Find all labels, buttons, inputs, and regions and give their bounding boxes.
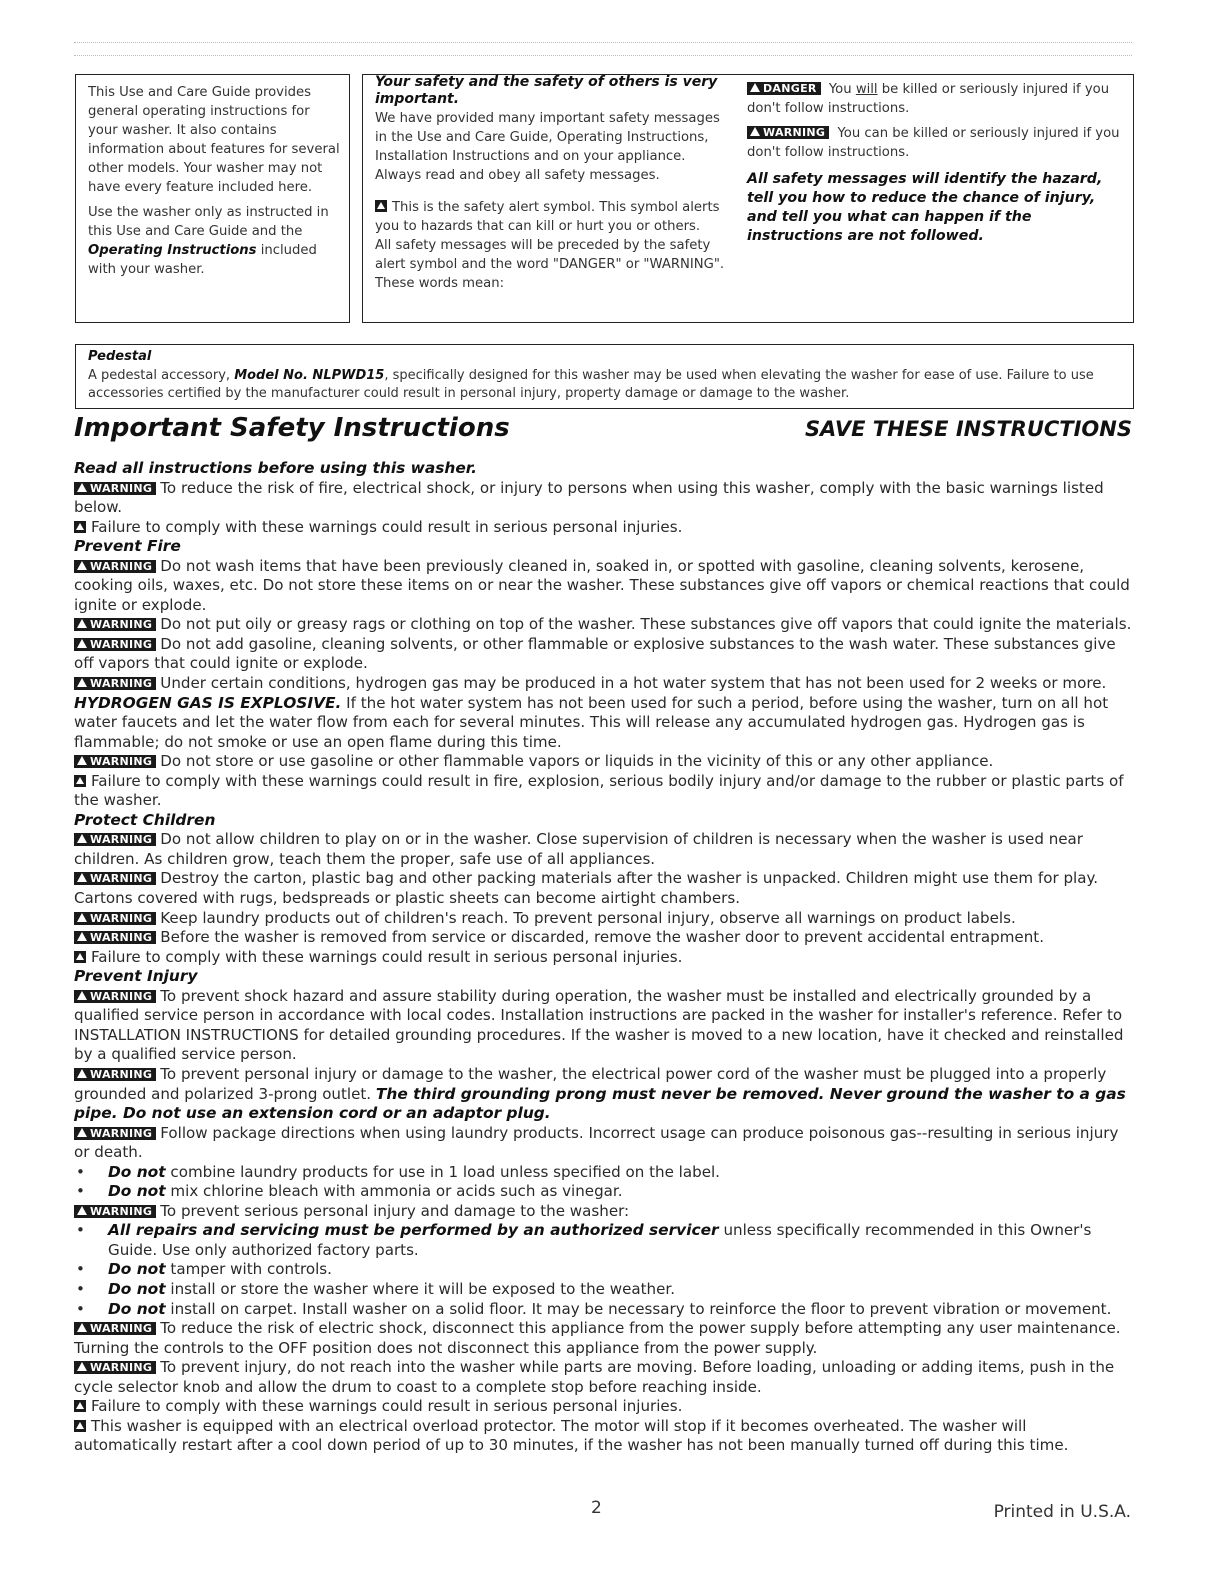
safety-alert-icon	[375, 200, 387, 212]
intro-paragraph: This Use and Care Guide provides general operating instructions for your washer. It also contains information about features for several other models. Your washer may not have every feature included here.	[88, 85, 340, 195]
warning-icon: WARNING	[74, 1068, 156, 1081]
bullet-item: • Do not combine laundry products for use in 1 load unless specified on the label.	[76, 1162, 720, 1181]
intro-usage-paragraph: Use the washer only as instructed in this Use and Care Guide and the Operating Instructions included with your washer.	[88, 205, 329, 277]
warning-item: WARNING Do not add gasoline, cleaning solvents, or other flammable or explosive substances to the wash water. These substances give off vapors that could ignite or explode.	[74, 634, 1116, 673]
safety-alert-icon	[74, 951, 86, 963]
pedestal-heading: Pedestal	[88, 349, 152, 364]
bullet-icon: •	[76, 1260, 85, 1279]
overload-item: This washer is equipped with an electrical overload protector. The motor will stop if it becomes overheated. The washer will automatically restart after a cool down period of up to 30 minutes, if the washer has not been manually turned off during this time.	[74, 1416, 1069, 1455]
warning-icon: WARNING	[74, 1361, 156, 1374]
printed-in: Printed in U.S.A.	[993, 1502, 1131, 1522]
signal-words-paragraph: All safety messages will be preceded by the safety alert symbol and the word "DANGER" or "WARNING". These words mean:	[375, 238, 725, 291]
bullet-item: • Do not tamper with controls.	[76, 1260, 332, 1279]
danger-definition: DANGER You will be killed or seriously injured if you don't follow instructions.	[747, 82, 1110, 116]
bullet-icon: •	[76, 1162, 85, 1181]
warning-icon: WARNING	[74, 912, 156, 925]
intro-box	[75, 74, 350, 323]
warning-item: WARNING To reduce the risk of electric shock, disconnect this appliance from the power supply before attempting any user maintenance. Turning the controls to the OFF position does not disconnect this appliance from the power supply.	[74, 1319, 1121, 1357]
safety-instructions	[74, 459, 1134, 1456]
section-heading: Prevent Injury	[74, 967, 198, 986]
pedestal-model: Model No. NLPWD15	[234, 367, 385, 383]
warning-item: WARNING To reduce the risk of fire, electrical shock, or injury to persons when using this washer, comply with the basic warnings listed below.	[74, 478, 1104, 517]
warning-icon: WARNING	[74, 755, 156, 768]
warning-item: WARNING Destroy the carton, plastic bag and other packing materials after the washer is unpacked. Children might use them for play. Cartons covered with rugs, bedspreads or plastic sheets can become airtight chambers.	[74, 869, 1099, 908]
bullet-icon: •	[76, 1279, 85, 1298]
warning-item: WARNING To prevent shock hazard and assure stability during operation, the washer must be installed and electrically grounded by a qualified service person in accordance with local codes. Installation instructions are packed in the washer for installer's reference. Refer to INSTALLATION INSTRUCTIONS for detailed grounding procedures. If the washer is moved to a new location, have it checked and reinstalled by a qualified service person.	[74, 986, 1124, 1064]
signal-column	[747, 80, 1127, 246]
pedestal-box	[75, 344, 1134, 409]
warning-item: WARNING Keep laundry products out of children's reach. To prevent personal injury, observe all warnings on product labels.	[74, 909, 1134, 929]
section-heading: Protect Children	[74, 810, 216, 829]
safety-alert-icon	[74, 1420, 86, 1432]
signal-summary: All safety messages will identify the hazard, tell you how to reduce the chance of injury, and tell you what can happen if the instructions are not followed.	[747, 171, 1103, 244]
header-band	[74, 42, 1132, 56]
bullet-item: • All repairs and servicing must be performed by an authorized servicer unless specifically recommended in this Owner's Guide. Use only authorized factory parts.	[76, 1221, 1092, 1259]
warning-item: WARNING Do not allow children to play on or in the washer. Close supervision of children is necessary when the washer is used near children. As children grow, teach them the proper, safe use of all appliances.	[74, 830, 1084, 868]
read-all-heading: Read all instructions before using this washer.	[74, 459, 478, 477]
warning-icon: WARNING	[74, 618, 156, 631]
warning-item: WARNING Do not put oily or greasy rags or clothing on top of the washer. These substances give off vapors that could ignite the materials.	[74, 615, 1134, 635]
warning-icon: WARNING	[74, 677, 156, 690]
save-instructions-heading: SAVE THESE INSTRUCTIONS	[804, 417, 1132, 441]
safety-alert-icon	[74, 521, 86, 533]
warning-icon: WARNING	[74, 833, 156, 846]
bullet-icon: •	[76, 1221, 85, 1240]
failure-item: Failure to comply with these warnings could result in fire, explosion, serious bodily injury and/or damage to the rubber or plastic parts of the washer.	[74, 771, 1124, 810]
warning-item: WARNING To prevent injury, do not reach into the washer while parts are moving. Before loading, unloading or adding items, push in the cycle selector knob and allow the drum to coast to a complete stop before reaching inside.	[74, 1358, 1115, 1396]
failure-item: Failure to comply with these warnings could result in serious personal injuries.	[74, 948, 1134, 968]
warning-item: WARNING To prevent serious personal injury and damage to the washer:	[74, 1202, 1134, 1222]
bullet-item: • Do not install on carpet. Install washer on a solid floor. It may be necessary to reinforce the floor to prevent vibration or movement.	[76, 1299, 1112, 1318]
warning-icon: WARNING	[74, 1322, 156, 1335]
warning-icon: WARNING	[74, 872, 156, 885]
bullet-item: • Do not install or store the washer where it will be exposed to the weather.	[76, 1279, 676, 1298]
safety-column	[375, 74, 733, 293]
warning-icon: WARNING	[74, 1127, 156, 1140]
warning-item: WARNING Before the washer is removed from service or discarded, remove the washer door to prevent accidental entrapment.	[74, 928, 1134, 948]
warning-item: WARNING Do not store or use gasoline or other flammable vapors or liquids in the vicinity of this or any other appliance.	[74, 752, 1134, 772]
operating-instructions-ref: Operating Instructions	[88, 243, 257, 258]
failure-item: Failure to comply with these warnings could result in serious personal injuries.	[74, 518, 1134, 538]
failure-item: Failure to comply with these warnings could result in serious personal injuries.	[74, 1397, 1134, 1417]
warning-definition: WARNING You can be killed or seriously injured if you don't follow instructions.	[747, 126, 1120, 160]
safety-heading: Your safety and the safety of others is very important.	[375, 74, 718, 107]
safety-alert-icon	[74, 775, 86, 787]
alert-symbol-paragraph: This is the safety alert symbol. This symbol alerts you to hazards that can kill or hurt you or others.	[375, 200, 720, 234]
warning-item: WARNING Follow package directions when using laundry products. Incorrect usage can produce poisonous gas--resulting in serious injury or death.	[74, 1123, 1119, 1162]
warning-item: WARNING Under certain conditions, hydrogen gas may be produced in a hot water system that has not been used for 2 weeks or more. HYDROGEN GAS IS EXPLOSIVE. If the hot water system has not been used for such a period, before using the washer, turn on all hot water faucets and let the water flow from each for several minutes. This will release any accumulated hydrogen gas. Hydrogen gas is flammable; do not smoke or use an open flame during this time.	[74, 674, 1109, 751]
warning-icon: WARNING	[74, 482, 156, 495]
warning-icon: WARNING	[74, 990, 156, 1003]
warning-icon: WARNING	[74, 1205, 156, 1218]
warning-icon: WARNING	[74, 931, 156, 944]
warning-icon: WARNING	[74, 560, 156, 573]
section-heading: Prevent Fire	[74, 537, 181, 556]
safety-paragraph: We have provided many important safety messages in the Use and Care Guide, Operating Instructions, Installation Instructions and on your appliance. Always read and obey all safety messages.	[375, 111, 720, 183]
safety-alert-icon	[74, 1400, 86, 1412]
bullet-icon: •	[76, 1182, 85, 1201]
warning-item: WARNING To prevent personal injury or damage to the washer, the electrical power cord of the washer must be plugged into a properly grounded and polarized 3-prong outlet. The third grounding prong must never be removed. Never ground the washer to a gas pipe. Do not use an extension cord or an adaptor plug.	[74, 1064, 1126, 1123]
page-title: Important Safety Instructions	[74, 413, 510, 443]
danger-signal-icon: DANGER	[747, 82, 821, 95]
pedestal-text: A pedestal accessory, Model No. NLPWD15, specifically designed for this washer may be used when elevating the washer for ease of use. Failure to use accessories certified by the manufacturer could result in personal injury, property damage or damage to the washer.	[88, 367, 1094, 401]
warning-icon: WARNING	[74, 638, 156, 651]
warning-signal-icon: WARNING	[747, 126, 829, 139]
bullet-icon: •	[76, 1299, 85, 1318]
warning-item: WARNING Do not wash items that have been previously cleaned in, soaked in, or spotted with gasoline, cleaning solvents, kerosene, cooking oils, waxes, etc. Do not store these items on or near the washer. These substances give off vapors or chemical reactions that could ignite or explode.	[74, 556, 1130, 614]
bullet-item: • Do not mix chlorine bleach with ammonia or acids such as vinegar.	[76, 1182, 623, 1201]
page-number: 2	[591, 1498, 602, 1518]
